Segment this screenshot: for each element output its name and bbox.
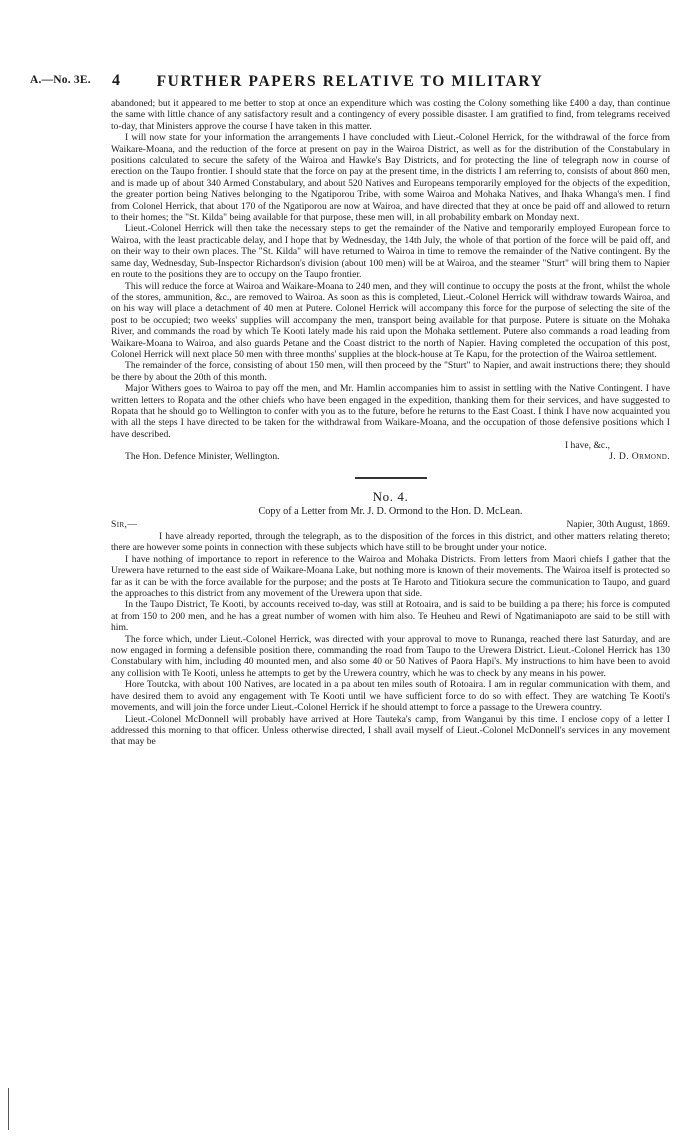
letter-closing (111, 440, 670, 464)
signature: J. D. Ormond. (609, 451, 670, 463)
closing-phrase: I have, &c., (564, 440, 610, 452)
paragraph: Lieut.-Colonel Herrick will then take the necessary steps to get the remainder of the Native and temporarily employed European force to Wairoa, with the least practicable delay, and I hope that by Wednesday, the 14th July, the whole of that portion of the force will be paid off, and on their way to their own places. The "St. Kilda" will have returned to Wairoa in time to remove the remainder of the Native contingent. By the same day, Wednesday, Sub-Inspector Richardson's division (about 100 men) will be at Wairoa, and the steamer "Sturt" will bring them to Napier en route to the positions they are to occupy on the Taupo frontier. (111, 223, 670, 281)
paragraph: abandoned; but it appeared to me better to stop at once an expenditure which was costing the Colony something like £400 a day, than continue the same with little chance of any satisfactory result and a contingency of every possible disaster. I am gratified to find, from telegrams received to-day, that Ministers approve the course I have taken in this matter. (111, 98, 670, 132)
paragraph: I will now state for your information the arrangements I have concluded with Lieut.-Colonel Herrick, for the withdrawal of the force from Waikare-Moana, and the reduction of the force at present on pay in the Wairoa District, as well as for the distribution of the Constabulary in positions calculated to secure the safety of the Wairoa and Hawke's Bay Districts, and for protecting the line of telegraph now in course of erection on the Taupo frontier. I should state that the force on pay at the present time, in the districts I am referring to, consists of about 860 men, and is made up of about 340 Armed Constabulary, and about 520 Natives and Europeans temporarily employed for the objects of the expedition, the greater portion being Natives belonging to the Ngatiporou Tribe, with some Wairoa and Mohaka Natives, and Ihaka Whanga's men. I find from Colonel Herrick, that about 170 of the Ngatiporou are now at Wairoa, and have directed that they at once be paid off and allowed to return to their homes; the "St. Kilda" being available for that purpose, these men will, in all probability embark on Monday next. (111, 132, 670, 224)
letter-title: Copy of a Letter from Mr. J. D. Ormond to the Hon. D. McLean. (258, 505, 523, 517)
page-header (30, 73, 670, 93)
paragraph: Lieut.-Colonel McDonnell will probably have arrived at Hore Tauteka's camp, from Wanganui by this time. I enclose copy of a letter I addressed this morning to that officer. Unless otherwise directed, I shall avail myself of Lieut.-Colonel McDonnell's services in any movement that may be (111, 713, 670, 748)
section-divider (355, 477, 427, 479)
letter-number: No. 4. (372, 489, 409, 505)
paragraph: In the Taupo District, Te Kooti, by accounts received to-day, was still at Rotoaira, and is said to be building a pa there; his force is computed at from 150 to 200 men, and he has a great number of women with him also. Te Heuheu and Rewi of Ngatimaniapoto are said to be still with him. (111, 599, 670, 634)
paragraph: I have nothing of importance to report in reference to the Wairoa and Mohaka Districts. From letters from Maori chiefs I gather that the Urewera have returned to the east side of Waikare-Moana Lake, but nothing more is known of their movements. The Wairoa itself is protected so far as it can be with the force available for the purpose; and the posts at Te Haroto and Titiokura secure the communication to Taupo, and guard the approaches to this district from any movement of the Urewera upon that side. (111, 553, 670, 600)
paragraph: Major Withers goes to Wairoa to pay off the men, and Mr. Hamlin accompanies him to assist in settling with the Native Contingent. I have written letters to Ropata and the other chiefs who have been engaged in the expedition, thanking them for their services, and have suggested to Ropata that he should go to Wellington to confer with you as to the future, before he returns to the East Coast. I think I have now acquainted you with all the steps I have directed to be taken for the withdrawal from Waikare-Moana, and the occupation of those defensive positions which I have described. (111, 383, 670, 440)
paragraph: Hore Toutcka, with about 100 Natives, are located in a pa about ten miles south of Rotoaira. I am in regular communication with them, and have desired them to avoid any engagement with Te Kooti until we have sufficient force to do so with effect. They are watching Te Kooti's movements, and will join the force under Lieut.-Colonel Herrick if he should attempt to force a passage to the Urewera country. (111, 679, 670, 714)
paragraph: The force which, under Lieut.-Colonel Herrick, was directed with your approval to move to Runanga, reached there last Saturday, and are now engaged in forming a defensible position there, commanding the road from Taupo to the Urewera District. Lieut.-Colonel Herrick has 130 Constabulary with him, including 40 mounted men, and also some 40 or 50 Natives of Paora Hapi's. My instructions to him have been to avoid any collision with Te Kooti, unless he attempts to get by the Urewera country, which he was to check by any means in his power. (111, 633, 670, 679)
running-title: FURTHER PAPERS RELATIVE TO MILITARY (156, 73, 544, 90)
parliamentary-paper-ref: A.—No. 3E. (30, 74, 91, 86)
letter-3-continuation (111, 98, 670, 464)
addressee: The Hon. Defence Minister, Wellington. (125, 451, 280, 463)
salutation: Sir,— (111, 519, 138, 530)
letter-4 (111, 491, 670, 748)
paragraph: The remainder of the force, consisting of about 150 men, will then proceed by the "Sturt" to Napier, and await instructions there; they should be there by about the 20th of this month. (111, 360, 670, 383)
place-date: Napier, 30th August, 1869. (566, 519, 670, 530)
paragraph: This will reduce the force at Wairoa and Waikare-Moana to 240 men, and they will continue to occupy the posts at the front, whilst the whole of the stores, ammunition, &c., are removed to Wairoa. As soon as this is completed, Lieut.-Colonel Herrick will withdraw towards Wairoa, and on his way will place a detachment of 40 men at Putere. Colonel Herrick will accompany this force for the purpose of selecting the site of the post to be occupied; two weeks' supplies will accompany the men, transport being available for that purpose. Putere is situate on the Mohaka River, and commands the road by which Te Kooti lately made his raid upon the Mohaka settlement. Putere also commands a road leading from Waikare-Moana to Wairoa, and also guards Petane and the Coast district to the north of Napier. Having completed the occupation of this post, Colonel Herrick will next place 50 men with three months' supplies at the block-house at Te Kapu, for the protection of the Wairoa settlement. (111, 280, 670, 360)
page-number: 4 (112, 72, 120, 89)
paragraph: I have already reported, through the telegraph, as to the disposition of the forces in this district, and other matters relating thereto; there are however some points in connection with these subjects which have still to be brought under your notice. (111, 531, 670, 554)
document-body (111, 98, 670, 748)
margin-mark (8, 1088, 9, 1130)
salutation-line (111, 519, 670, 531)
